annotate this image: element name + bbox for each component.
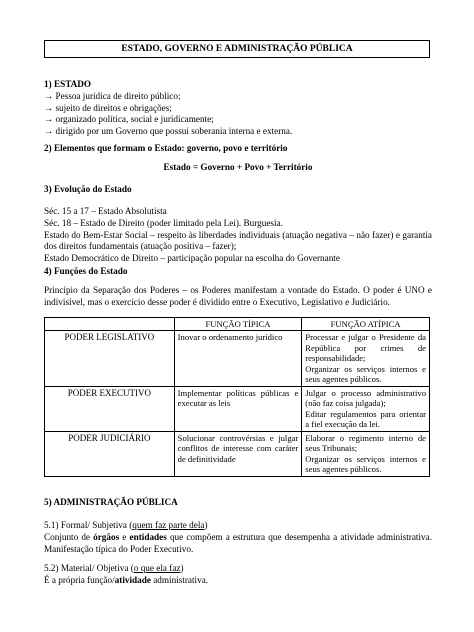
table-header-row	[45, 318, 430, 331]
list-item: → dirigido por um Governo que possui soberania interna e externa.	[44, 126, 293, 137]
power-name: PODER LEGISLATIVO	[45, 331, 175, 386]
subsection-close: )	[180, 563, 184, 573]
atypical-item: Elaborar o regimento interno de seus Tribunais;	[305, 432, 426, 454]
subsection-text	[44, 575, 432, 587]
atypical-item: Processar e julgar o Presidente da República por crimes de responsabilidade;	[305, 332, 426, 364]
separation-paragraph: Princípio da Separação dos Poderes – os Poderes manifestam a vontade do Estado. O poder é UNO e indivisível, mas o exercício desse poder é dividido entre o Executivo, Legislativo e Judiciário.	[44, 285, 432, 307]
section-evolucao	[44, 184, 432, 196]
atypical-item: Editar regulamentos para orientar a fiel execução da lei.	[305, 408, 426, 430]
text-part: administrativa.	[150, 574, 209, 585]
subsection-underlined: o que ela faz	[133, 563, 181, 573]
typical-function: Inovar o ordenamento jurídico	[174, 331, 302, 386]
power-name: PODER EXECUTIVO	[45, 386, 175, 431]
section-administracao	[44, 497, 432, 509]
power-name: PODER JUDICIÁRIO	[45, 431, 175, 476]
table-row	[45, 431, 430, 476]
subsection-underlined: quem faz parte dela	[132, 520, 205, 530]
text-part: que compõem a estrutura que desempenha a atividade administrativa. Manifestação típica do Poder Executivo.	[44, 531, 433, 554]
section-heading: 4) Funções do Estado	[44, 266, 128, 276]
atypical-item: Julgar o processo administrativo (não faz coisa julgada);	[305, 387, 426, 409]
table-header-cell: FUNÇÃO ATÍPICA	[302, 318, 430, 331]
atypical-function	[302, 386, 430, 431]
typical-function: Implementar políticas públicas e executar as leis	[174, 386, 302, 431]
atypical-function	[302, 331, 430, 386]
list-item: → Pessoa jurídica de direito público;	[44, 90, 181, 101]
subsection-heading	[44, 563, 432, 575]
formula: Estado = Governo + Povo + Território	[163, 162, 313, 172]
evolution-line: Estado do Bem-Estar Social – respeito às liberdades individuais (atuação negativa – não fazer) e garantia dos direitos fundamentais (atuação positiva – fazer);	[44, 229, 432, 252]
bold-term: atividade	[114, 574, 151, 585]
list-item: → sujeito de direitos e obrigações;	[44, 102, 172, 113]
subsection-heading	[44, 520, 432, 532]
subsection-close: )	[204, 520, 208, 530]
section-heading: 2) Elementos que formam o Estado: governo, povo e território	[44, 143, 288, 153]
subsection-label: 5.2) Material/ Objetiva (	[44, 563, 134, 573]
atypical-item: Organizar os serviços internos e seus agentes públicos.	[305, 453, 426, 475]
subsection-text	[44, 532, 432, 556]
section-heading: 1) ESTADO	[44, 79, 92, 89]
document-title: ESTADO, GOVERNO E ADMINISTRAÇÃO PÚBLICA	[44, 40, 430, 58]
text-part: É a própria função/	[44, 574, 115, 585]
section-heading: 3) Evolução do Estado	[44, 184, 132, 194]
functions-table	[44, 317, 430, 477]
section-heading: 5) ADMINISTRAÇÃO PÚBLICA	[44, 497, 178, 507]
bold-term: órgãos	[93, 531, 120, 542]
typical-function: Solucionar controvérsias e julgar conflitos de interesse com caráter de definitividade	[174, 431, 302, 476]
table-row	[45, 331, 430, 386]
table-header-cell: FUNÇÃO TÍPICA	[174, 318, 302, 331]
subsection-formal	[44, 520, 432, 555]
section-estado	[44, 79, 432, 138]
evolution-line: Séc. 15 a 17 – Estado Absolutista	[44, 206, 167, 216]
subsection-material	[44, 563, 432, 587]
atypical-function	[302, 431, 430, 476]
text-part: e	[119, 531, 130, 542]
subsection-label: 5.1) Formal/ Subjetiva (	[44, 520, 133, 530]
section-funcoes	[44, 266, 432, 278]
evolution-line: Séc. 18 – Estado de Direito (poder limitado pela Lei). Burguesia.	[44, 217, 283, 228]
list-item: → organizado política, social e juridicamente;	[44, 114, 214, 125]
table-row	[45, 386, 430, 431]
bold-term: entidades	[129, 531, 167, 542]
table-header-cell	[45, 318, 175, 331]
evolution-line: Estado Democrático de Direito – participação popular na escolha do Governante	[44, 253, 340, 264]
atypical-item: Organizar os serviços internos e seus agentes públicos.	[305, 363, 426, 385]
section-elementos	[44, 143, 432, 155]
evolution-list	[44, 206, 432, 265]
text-part: Conjunto de	[44, 531, 94, 542]
